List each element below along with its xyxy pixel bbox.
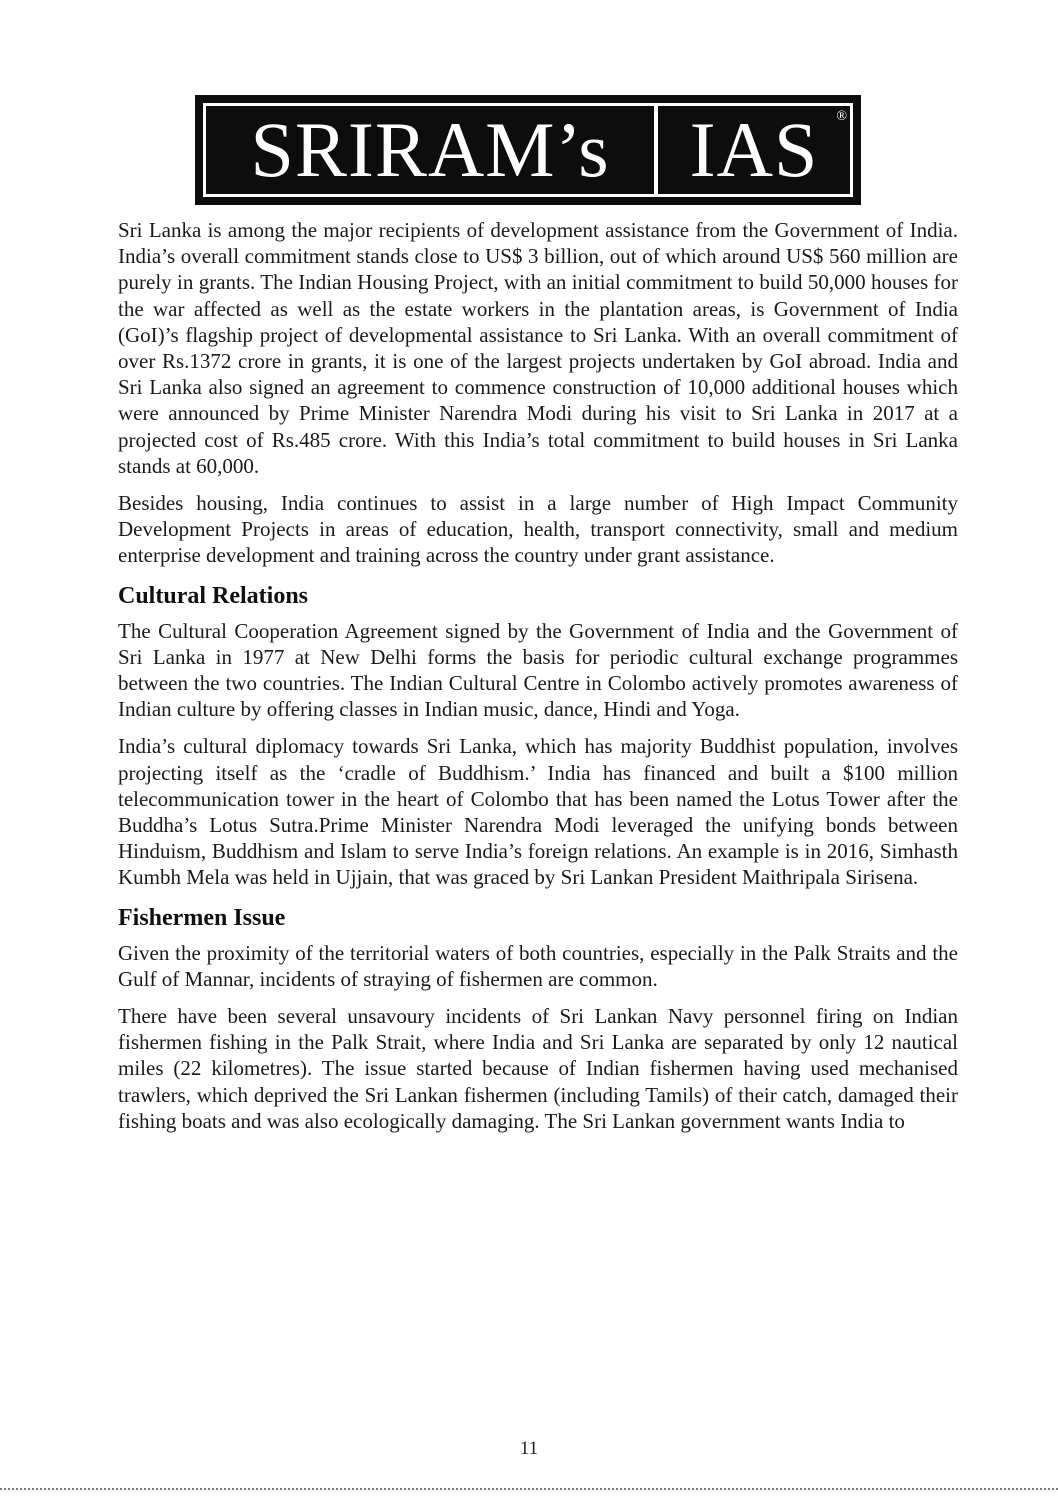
logo-ias-label: IAS bbox=[689, 106, 819, 193]
paragraph-intro-2: Besides housing, India continues to assist in a large number of High Impact Community Development Projects in areas of education, health, transport connectivity, small and medium enterprise development and training across the country under grant assistance. bbox=[118, 491, 958, 568]
logo-text-ias bbox=[658, 106, 850, 194]
paragraph-fishermen-1: Given the proximity of the territorial waters of both countries, especially in the Palk Straits and the Gulf of Mannar, incidents of straying of fishermen are common. bbox=[118, 940, 958, 991]
paragraph-fishermen-2: There have been several unsavoury incidents of Sri Lankan Navy personnel firing on Indian fishermen fishing in the Palk Strait, where India and Sri Lanka are separated by only 12 nautical miles (22 kilometres). The issue started because of Indian fishermen having used mechanised trawlers, which deprived the Sri Lankan fishermen (including Tamils) of their catch, damaged their fishing boats and was also ecologically damaging. The Sri Lankan government wants India to bbox=[118, 1004, 958, 1133]
heading-cultural-relations: Cultural Relations bbox=[118, 582, 309, 609]
scan-edge-divider bbox=[0, 1488, 1058, 1490]
page-number: 11 bbox=[519, 1438, 539, 1459]
logo-text-sriram: SRIRAM’s bbox=[206, 106, 658, 194]
document-body bbox=[118, 217, 958, 1145]
logo bbox=[195, 95, 861, 205]
paragraph-cultural-1: The Cultural Cooperation Agreement signed by the Government of India and the Government of Sri Lanka in 1977 at New Delhi forms the basis for periodic cultural exchange programmes between the two countries. The Indian Cultural Centre in Colombo actively promotes awareness of Indian culture by offering classes in Indian music, dance, Hindi and Yoga. bbox=[118, 618, 958, 722]
registered-mark: ® bbox=[836, 109, 848, 124]
paragraph-cultural-2: India’s cultural diplomacy towards Sri Lanka, which has majority Buddhist population, involves projecting itself as the ‘cradle of Buddhism.’ India has financed and built a $100 million telecommunication tower in the heart of Colombo that has been named the Lotus Tower after the Buddha’s Lotus Sutra.Prime Minister Narendra Modi leveraged the unifying bonds between Hinduism, Buddhism and Islam to serve India’s foreign relations. An example is in 2016, Simhasth Kumbh Mela was held in Ujjain, that was graced by Sri Lankan President Maithripala Sirisena. bbox=[118, 734, 958, 890]
heading-fishermen-issue: Fishermen Issue bbox=[118, 904, 286, 931]
logo-frame bbox=[203, 103, 853, 197]
paragraph-intro-1: Sri Lanka is among the major recipients of development assistance from the Government of India. India’s overall commitment stands close to US$ 3 billion, out of which around US$ 560 million are purely in grants. The Indian Housing Project, with an initial commitment to build 50,000 houses for the war affected as well as the estate workers in the plantation areas, is Government of India (GoI)’s flagship project of developmental assistance to Sri Lanka. With an overall commitment of over Rs.1372 crore in grants, it is one of the largest projects undertaken by GoI abroad. India and Sri Lanka also signed an agreement to commence construction of 10,000 additional houses which were announced by Prime Minister Narendra Modi during his visit to Sri Lanka in 2017 at a projected cost of Rs.485 crore. With this India’s total commitment to build houses in Sri Lanka stands at 60,000. bbox=[118, 218, 958, 478]
